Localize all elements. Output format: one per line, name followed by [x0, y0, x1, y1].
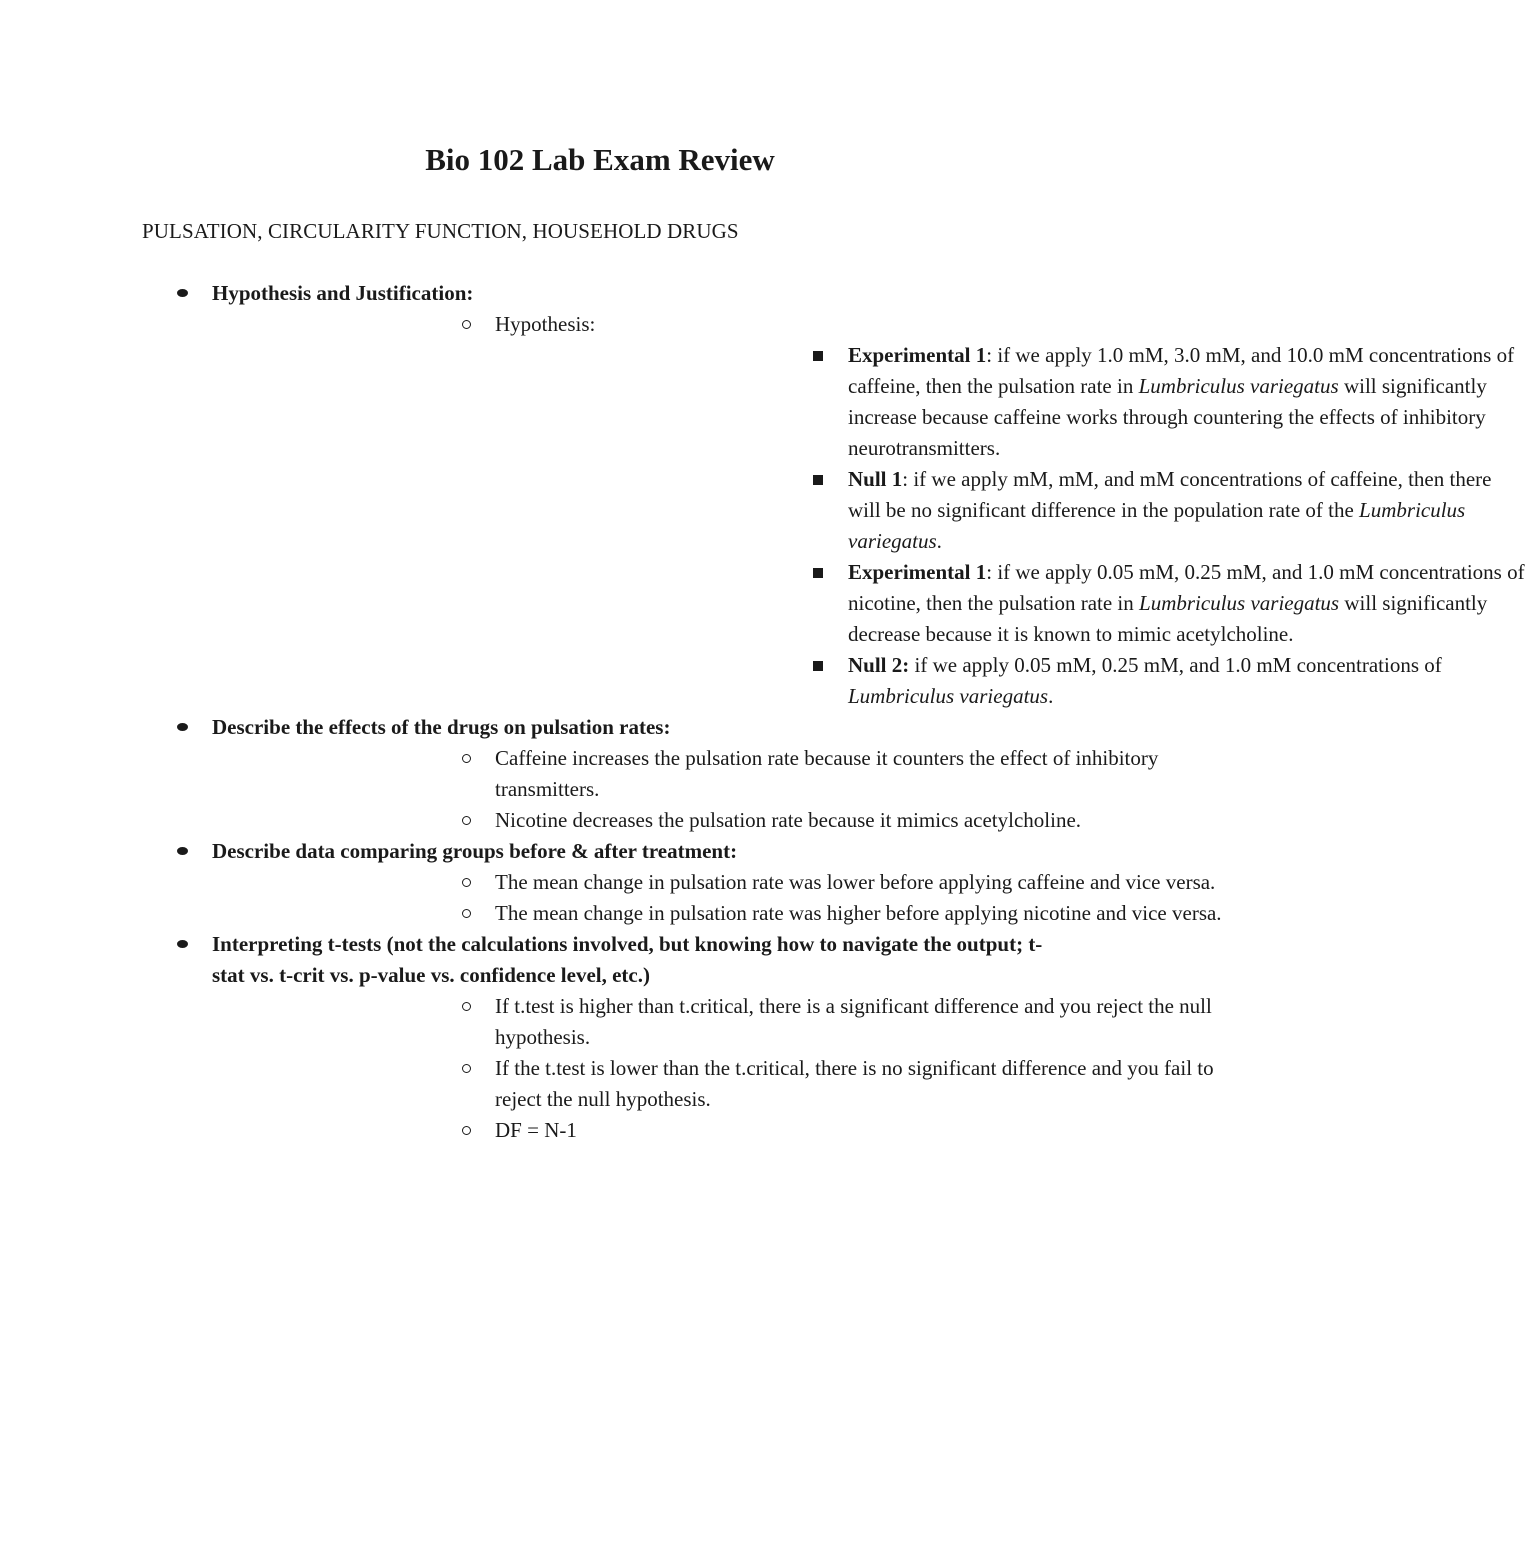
hypothesis-text: if we apply 0.05 mM, 0.25 mM, and 1.0 mM concentrations of	[909, 653, 1442, 677]
hypothesis-text: : if we apply 0.05 mM, 0.25 mM, and 1.0 mM concentrations of nicotine, then the pulsation rate in	[848, 560, 1525, 615]
hypothesis-text: : if we apply mM, mM, and mM concentrations of caffeine, then there will be no significant difference in the population rate of the	[848, 467, 1492, 522]
hypothesis-label: Experimental 1	[848, 560, 987, 584]
outline-item-hypothesis	[0, 278, 1525, 712]
hypothesis-item	[495, 464, 1528, 557]
list-item-text: If t.test is higher than t.critical, there is a significant difference and you reject the null hypothesis.	[495, 994, 1212, 1049]
list-item-text: Nicotine decreases the pulsation rate because it mimics acetylcholine.	[495, 808, 1082, 832]
hypothesis-text-end: .	[1048, 684, 1054, 708]
level-3-list	[495, 340, 1525, 712]
species-name: Lumbriculus variegatus	[1138, 374, 1339, 398]
hypothesis-item	[495, 340, 1528, 464]
list-item	[212, 743, 1265, 805]
list-item	[212, 991, 1265, 1053]
outline-item-comparison	[0, 836, 1222, 929]
item-heading: Describe data comparing groups before & after treatment:	[212, 839, 738, 863]
hypothesis-item	[495, 557, 1528, 650]
sub-item-hypothesis	[212, 309, 1525, 712]
list-item	[212, 867, 1265, 898]
level-2-list	[212, 991, 1214, 1146]
list-item	[212, 1053, 1265, 1115]
sub-item-label: Hypothesis:	[495, 312, 596, 336]
item-heading: Describe the effects of the drugs on pulsation rates:	[212, 715, 671, 739]
list-item	[212, 805, 1265, 836]
hypothesis-text-end: .	[936, 529, 942, 553]
hypothesis-label: Experimental 1	[848, 343, 987, 367]
review-outline	[0, 278, 1525, 1146]
list-item-text: Caffeine increases the pulsation rate because it counters the effect of inhibitory transmitters.	[495, 746, 1159, 801]
list-item-text: The mean change in pulsation rate was higher before applying nicotine and vice versa.	[495, 901, 1222, 925]
list-item	[212, 898, 1265, 929]
document-title: Bio 102 Lab Exam Review	[425, 142, 775, 177]
level-2-list	[212, 743, 1159, 836]
level-2-list	[212, 309, 1525, 712]
section-heading: PULSATION, CIRCULARITY FUNCTION, HOUSEHOLD DRUGS	[142, 219, 739, 243]
outline-item-effects	[0, 712, 1159, 836]
level-1-list	[0, 278, 1525, 1146]
hypothesis-text-end: will significantly decrease because it is known to mimic acetylcholine.	[848, 591, 1488, 646]
item-heading: Interpreting t-tests (not the calculations involved, but knowing how to navigate the output; t-stat vs. t-crit vs. p-value vs. confidence level, etc.)	[212, 932, 1043, 987]
species-name: Lumbriculus variegatus	[1139, 591, 1340, 615]
hypothesis-text-end: will significantly increase because caffeine works through countering the effects of inhibitory neurotransmitters.	[848, 374, 1487, 460]
hypothesis-label: Null 1	[848, 467, 903, 491]
species-name: Lumbriculus variegatus	[848, 684, 1049, 708]
list-item-text: The mean change in pulsation rate was lower before applying caffeine and vice versa.	[495, 870, 1216, 894]
list-item-text: DF = N-1	[495, 1118, 577, 1142]
hypothesis-item	[495, 650, 1528, 712]
list-item	[212, 1115, 1265, 1146]
outline-item-ttests	[0, 929, 1214, 1146]
hypothesis-text: : if we apply 1.0 mM, 3.0 mM, and 10.0 mM concentrations of caffeine, then the pulsation rate in	[848, 343, 1515, 398]
species-name: Lumbriculus variegatus	[848, 498, 1466, 553]
level-2-list	[212, 867, 1222, 929]
item-heading: Hypothesis and Justification:	[212, 281, 474, 305]
list-item-text: If the t.test is lower than the t.critical, there is no significant difference and you fail to reject the null hypothesis.	[495, 1056, 1214, 1111]
hypothesis-label: Null 2:	[848, 653, 910, 677]
